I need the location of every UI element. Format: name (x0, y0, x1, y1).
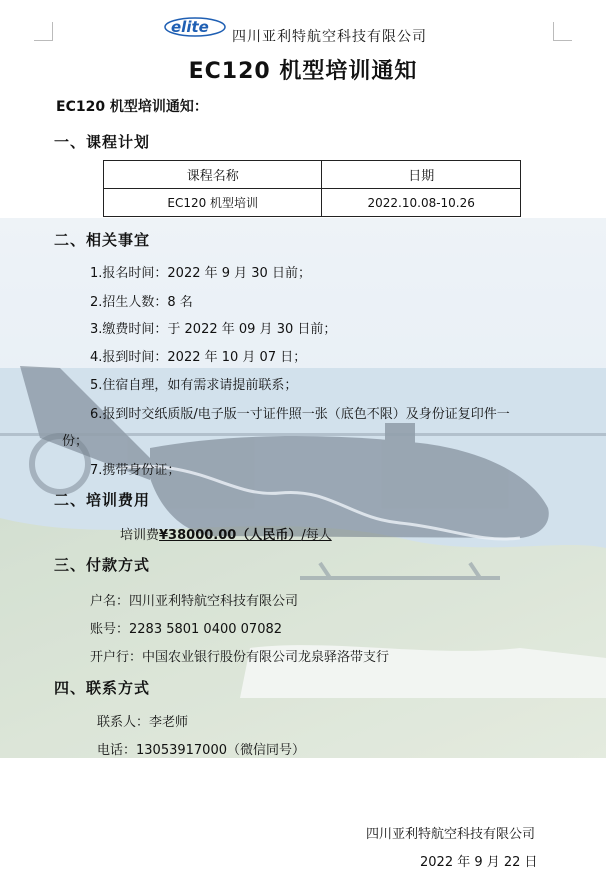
table-header-course: 课程名称 (104, 161, 322, 189)
svg-text:elite: elite (171, 18, 209, 36)
table-header-date: 日期 (322, 161, 521, 189)
section-heading-fees: 二、培训费用 (54, 491, 151, 509)
crop-mark-top-left (34, 22, 53, 41)
table-cell-date: 2022.10.08-10.26 (322, 189, 521, 217)
section-heading-schedule: 一、课程计划 (54, 133, 151, 151)
matter-item: 7.携带身份证； (90, 463, 181, 478)
table-header-row (104, 161, 521, 189)
payment-account-name: 户名：四川亚利特航空科技有限公司 (90, 594, 299, 609)
crop-mark-top-right (553, 22, 572, 41)
fee-prefix: 培训费 (120, 528, 160, 543)
company-logo (164, 16, 226, 38)
matter-item: 6.报到时交纸质版/电子版一寸证件照一张（底色不限）及身份证复印件一 (90, 407, 510, 422)
training-fee (120, 524, 332, 543)
payment-bank: 开户行：中国农业银行股份有限公司龙泉驿洛带支行 (90, 650, 390, 665)
matter-item: 4.报到时间：2022 年 10 月 07 日； (90, 350, 307, 365)
contact-person: 联系人：李老师 (97, 715, 189, 730)
table-cell-course: EC120 机型培训 (104, 189, 322, 217)
fee-amount: ¥38000.00（人民币） (159, 528, 302, 543)
header-company-name: 四川亚利特航空科技有限公司 (232, 29, 427, 45)
notice-subtitle: EC120 机型培训通知： (56, 99, 208, 115)
matter-item: 1.报名时间：2022 年 9 月 30 日前； (90, 266, 311, 281)
table-row (104, 189, 521, 217)
signature-date: 2022 年 9 月 22 日 (420, 855, 538, 870)
section-heading-contact: 四、联系方式 (54, 679, 151, 697)
payment-account-number: 账号：2283 5801 0400 07082 (90, 622, 283, 637)
section-heading-matters: 二、相关事宜 (54, 231, 151, 249)
page-title: EC120 机型培训通知 (188, 59, 418, 84)
schedule-table (103, 160, 521, 217)
signature-company: 四川亚利特航空科技有限公司 (366, 827, 536, 842)
matter-item: 3.缴费时间：于 2022 年 09 月 30 日前； (90, 322, 337, 337)
matter-item-continued: 份； (62, 434, 89, 449)
matter-item: 2.招生人数：8 名 (90, 295, 193, 310)
contact-phone: 电话：13053917000（微信同号） (97, 743, 305, 758)
fee-unit: /每人 (301, 528, 332, 543)
section-heading-payment: 三、付款方式 (54, 556, 151, 574)
matter-item: 5.住宿自理，如有需求请提前联系； (90, 378, 298, 393)
